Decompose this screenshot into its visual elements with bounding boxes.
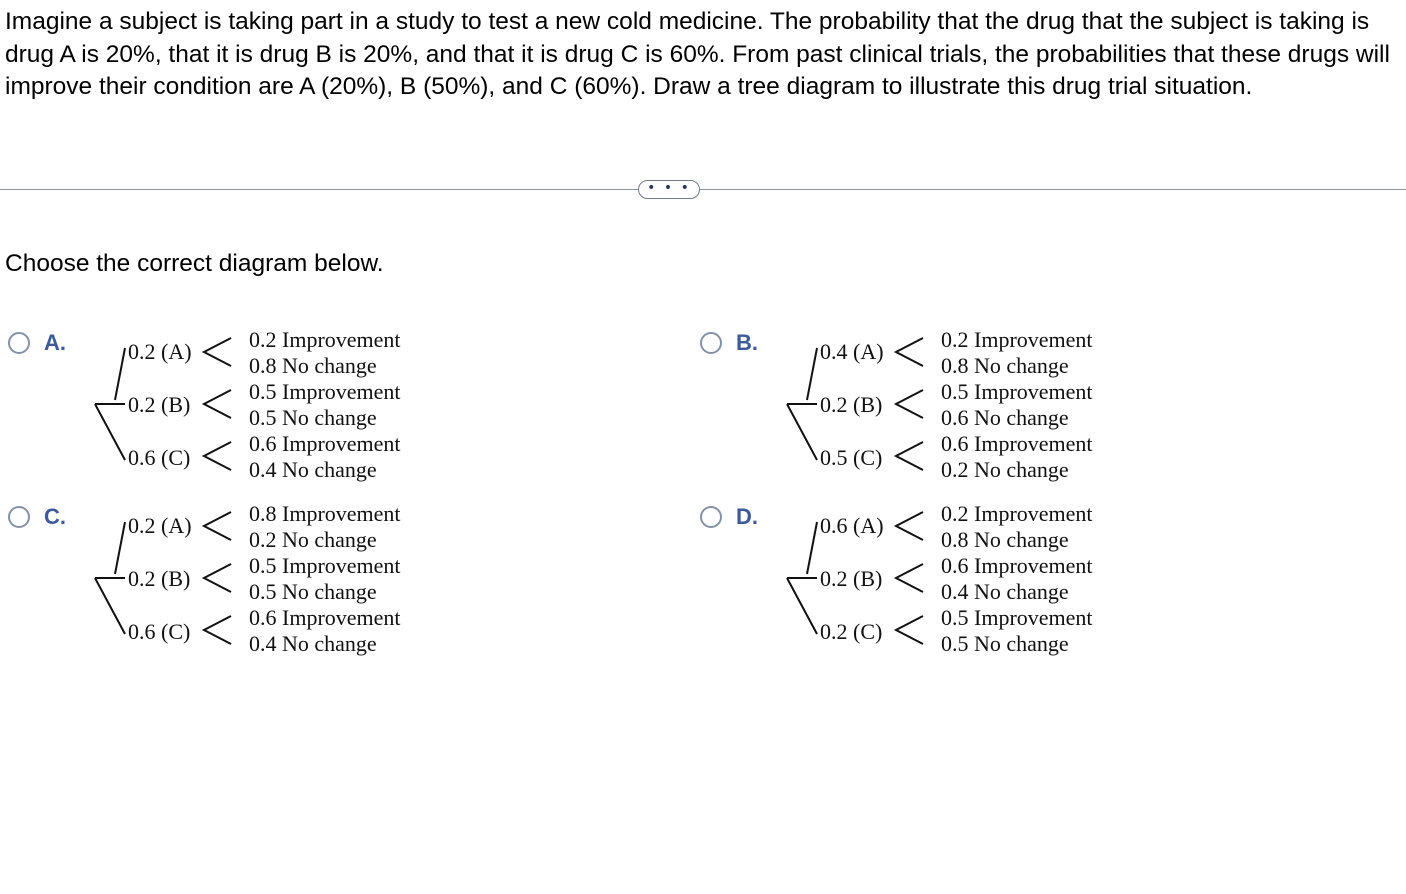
branch-label-a: 0.2 (A) xyxy=(128,339,192,364)
outcome-b2: 0.5 No change xyxy=(249,405,377,430)
fork-b xyxy=(204,564,231,592)
trunk-branch-a xyxy=(807,348,817,400)
outcome-c2: 0.4 No change xyxy=(249,457,377,482)
fork-c xyxy=(896,442,923,470)
trunk-branch-c xyxy=(787,404,817,460)
fork-a xyxy=(896,512,923,540)
branch-label-b: 0.2 (B) xyxy=(128,566,191,591)
fork-c xyxy=(896,616,923,644)
outcome-a2: 0.8 No change xyxy=(249,353,377,378)
outcome-c1: 0.6 Improvement xyxy=(249,431,401,456)
branch-label-a: 0.6 (A) xyxy=(820,513,884,538)
outcome-a1: 0.2 Improvement xyxy=(941,501,1093,526)
branch-label-c: 0.5 (C) xyxy=(820,445,883,470)
outcome-a1: 0.2 Improvement xyxy=(941,327,1093,352)
trunk-branch-c xyxy=(95,578,125,634)
fork-a xyxy=(896,338,923,366)
fork-c xyxy=(204,616,231,644)
option-a-letter: A. xyxy=(44,330,66,355)
outcome-c1: 0.5 Improvement xyxy=(941,605,1093,630)
outcome-b2: 0.5 No change xyxy=(249,579,377,604)
outcome-b1: 0.5 Improvement xyxy=(941,379,1093,404)
option-d[interactable] xyxy=(700,501,1160,666)
outcome-a1: 0.2 Improvement xyxy=(249,327,401,352)
fork-b xyxy=(204,390,231,418)
outcome-c1: 0.6 Improvement xyxy=(249,605,401,630)
fork-b xyxy=(896,390,923,418)
tree-diagram xyxy=(700,327,1160,492)
trunk-branch-a xyxy=(115,348,125,400)
outcome-c2: 0.4 No change xyxy=(249,631,377,656)
outcome-b1: 0.5 Improvement xyxy=(249,553,401,578)
branch-label-c: 0.2 (C) xyxy=(820,619,883,644)
branch-label-c: 0.6 (C) xyxy=(128,445,191,470)
fork-a xyxy=(204,512,231,540)
branch-label-a: 0.2 (A) xyxy=(128,513,192,538)
outcome-c2: 0.2 No change xyxy=(941,457,1069,482)
question-text: Imagine a subject is taking part in a study to test a new cold medicine. The probability that the drug that the subject is taking is drug A is 20%, that it is drug B is 20%, and that it is drug C is 60%. From past clinical trials, the probabilities that these drugs will improve their condition are A (20%), B (50%), and C (60%). Draw a tree diagram to illustrate this drug trial situation. xyxy=(5,8,1390,100)
outcome-c1: 0.6 Improvement xyxy=(941,431,1093,456)
trunk-branch-a xyxy=(115,522,125,574)
branch-label-a: 0.4 (A) xyxy=(820,339,884,364)
fork-c xyxy=(204,442,231,470)
outcome-b1: 0.6 Improvement xyxy=(941,553,1093,578)
option-c-letter: C. xyxy=(44,504,66,529)
outcome-a2: 0.2 No change xyxy=(249,527,377,552)
outcome-a2: 0.8 No change xyxy=(941,527,1069,552)
option-c[interactable] xyxy=(8,501,468,666)
expand-button[interactable] xyxy=(638,180,700,199)
tree-diagram xyxy=(8,327,468,492)
option-b[interactable] xyxy=(700,327,1160,492)
branch-label-b: 0.2 (B) xyxy=(128,392,191,417)
section-divider xyxy=(0,189,1406,190)
fork-b xyxy=(896,564,923,592)
prompt-text: Choose the correct diagram below. xyxy=(5,250,384,277)
option-a[interactable] xyxy=(8,327,468,492)
trunk-branch-a xyxy=(807,522,817,574)
outcome-b1: 0.5 Improvement xyxy=(249,379,401,404)
outcome-a1: 0.8 Improvement xyxy=(249,501,401,526)
outcome-b2: 0.4 No change xyxy=(941,579,1069,604)
trunk-branch-c xyxy=(95,404,125,460)
branch-label-b: 0.2 (B) xyxy=(820,392,883,417)
tree-diagram xyxy=(8,501,468,666)
ellipsis-icon: • • • xyxy=(647,179,691,196)
branch-label-b: 0.2 (B) xyxy=(820,566,883,591)
tree-diagram xyxy=(700,501,1160,666)
fork-a xyxy=(204,338,231,366)
trunk-branch-c xyxy=(787,578,817,634)
outcome-a2: 0.8 No change xyxy=(941,353,1069,378)
outcome-c2: 0.5 No change xyxy=(941,631,1069,656)
branch-label-c: 0.6 (C) xyxy=(128,619,191,644)
option-b-letter: B. xyxy=(736,330,758,355)
outcome-b2: 0.6 No change xyxy=(941,405,1069,430)
option-d-letter: D. xyxy=(736,504,758,529)
